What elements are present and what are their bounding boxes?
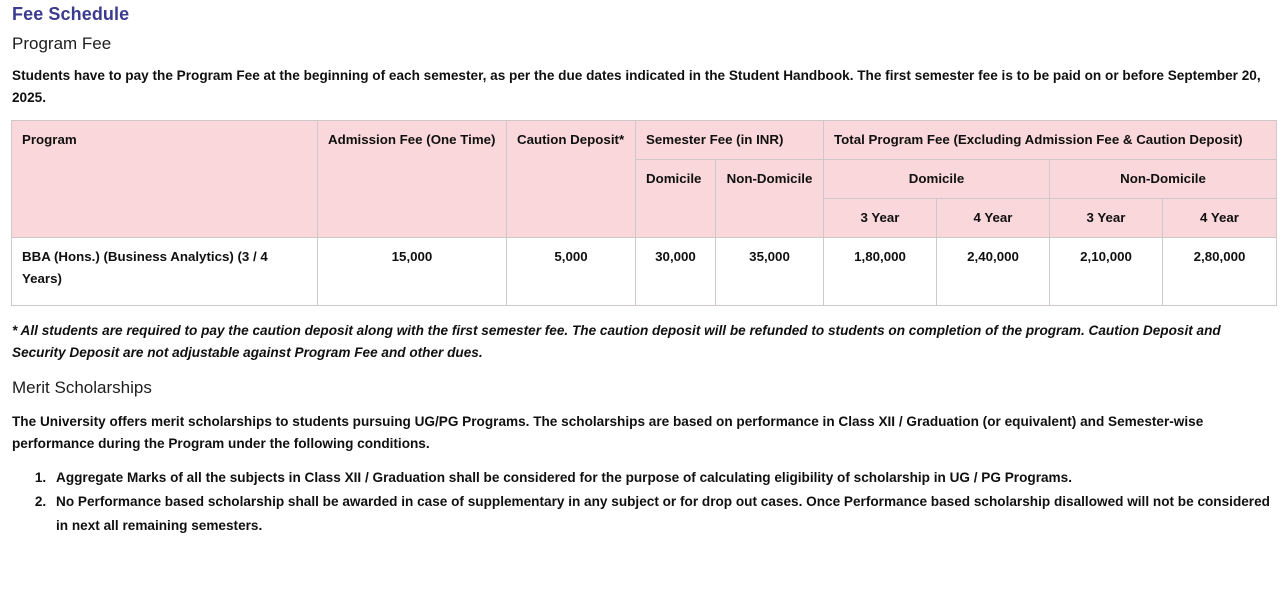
- cell-semester-fee-domicile: 30,000: [636, 238, 716, 306]
- merit-scholarships-heading: Merit Scholarships: [12, 378, 152, 397]
- col-header-semester-non-domicile: Non-Domicile: [716, 160, 824, 238]
- cell-total-non-domicile-3-year: 2,10,000: [1050, 238, 1163, 306]
- program-fee-heading: Program Fee: [12, 34, 112, 53]
- program-fee-intro-paragraph: Students have to pay the Program Fee at the beginning of each semester, as per the due dates indicated in the Student Handbook. The first semester fee is to be paid on or before September 20, 2025.: [12, 68, 1261, 105]
- table-header-row-1: [12, 121, 1277, 160]
- cell-total-domicile-4-year: 2,40,000: [937, 238, 1050, 306]
- cell-caution-deposit: 5,000: [507, 238, 636, 306]
- col-header-caution-deposit: Caution Deposit*: [507, 121, 636, 238]
- merit-scholarship-conditions-list: [10, 455, 1276, 538]
- page-title: Fee Schedule: [12, 4, 130, 24]
- col-header-admission-fee: Admission Fee (One Time): [318, 121, 507, 238]
- list-item: 2. No Performance based scholarship shall be awarded in case of supplementary in any subject or for drop out cases. Once Performance based scholarship disallowed will not be considered in next all remaining semesters.: [50, 490, 1276, 538]
- cell-total-non-domicile-4-year: 2,80,000: [1163, 238, 1277, 306]
- merit-scholarships-intro-paragraph: The University offers merit scholarships to students pursuing UG/PG Programs. The scholarships are based on performance in Class XII / Graduation (or equivalent) and Semester-wise performance during the Program under the following conditions.: [12, 414, 1204, 451]
- col-header-domicile-4-year: 4 Year: [937, 199, 1050, 238]
- col-header-total-program-fee: Total Program Fee (Excluding Admission Fee & Caution Deposit): [824, 121, 1277, 160]
- col-header-semester-fee: Semester Fee (in INR): [636, 121, 824, 160]
- cell-semester-fee-non-domicile: 35,000: [716, 238, 824, 306]
- cell-total-domicile-3-year: 1,80,000: [824, 238, 937, 306]
- col-header-total-non-domicile: Non-Domicile: [1050, 160, 1277, 199]
- cell-admission-fee: 15,000: [318, 238, 507, 306]
- table-row: [12, 238, 1277, 306]
- col-header-semester-domicile: Domicile: [636, 160, 716, 238]
- col-header-total-domicile: Domicile: [824, 160, 1050, 199]
- fee-schedule-table: [11, 120, 1277, 306]
- table-header: [12, 121, 1277, 238]
- table-body: [12, 238, 1277, 306]
- list-item: 1. Aggregate Marks of all the subjects in Class XII / Graduation shall be considered for the purpose of calculating eligibility of scholarship in UG / PG Programs.: [50, 466, 1276, 490]
- cell-program: BBA (Hons.) (Business Analytics) (3 / 4 Years): [12, 238, 318, 306]
- col-header-domicile-3-year: 3 Year: [824, 199, 937, 238]
- caution-deposit-footnote: * All students are required to pay the caution deposit along with the first semester fee. The caution deposit will be refunded to students on completion of the program. Caution Deposit and Security Deposit are not adjustable against Program Fee and other dues.: [12, 323, 1221, 360]
- col-header-non-domicile-4-year: 4 Year: [1163, 199, 1277, 238]
- col-header-program: Program: [12, 121, 318, 238]
- col-header-non-domicile-3-year: 3 Year: [1050, 199, 1163, 238]
